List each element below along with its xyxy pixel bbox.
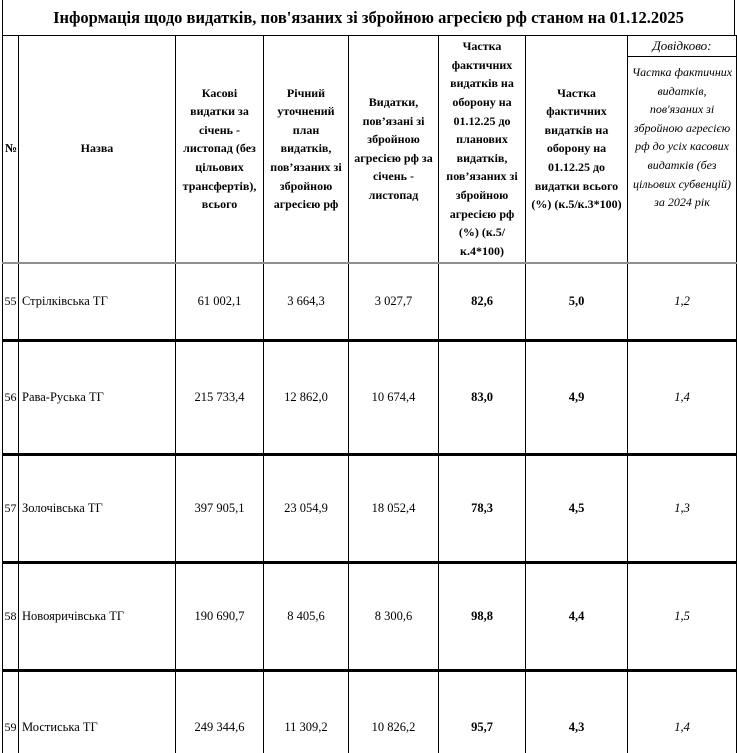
- table-row: [3, 455, 737, 563]
- cell-actual: 10 674,4: [349, 341, 439, 455]
- cell-cash: 397 905,1: [176, 455, 264, 563]
- table-header: [3, 36, 737, 263]
- cell-plan: 8 405,6: [264, 563, 349, 671]
- cell-actual: 8 300,6: [349, 563, 439, 671]
- table-row: [3, 671, 737, 753]
- col-header-reference: [628, 36, 737, 263]
- cell-plan: 11 309,2: [264, 671, 349, 753]
- cell-name: Рава-Руська ТГ: [19, 341, 176, 455]
- cell-reference: 1,4: [628, 341, 737, 455]
- cell-name: Стрілківська ТГ: [19, 263, 176, 341]
- cell-name: Мостиська ТГ: [19, 671, 176, 753]
- cell-share-total: 4,4: [526, 563, 628, 671]
- col-header-share-of-total: Частка фактичних видатків на оборону на 01.12.25 до видатки всього (%) (к.5/к.3*100): [526, 36, 628, 263]
- col-header-name: Назва: [19, 36, 176, 263]
- cell-actual: 18 052,4: [349, 455, 439, 563]
- table-row: [3, 563, 737, 671]
- cell-reference: 1,3: [628, 455, 737, 563]
- cell-number: 59: [3, 671, 19, 753]
- reference-note-label: Довідково:: [628, 36, 736, 57]
- col-header-aggression-expenditures: Видатки, пов’язані зі збройною агресією рф за січень - листопад: [349, 36, 439, 263]
- cell-number: 57: [3, 455, 19, 563]
- reference-description: Частка фактичних видатків, пов'язаних зі збройною агресією рф до усіх касових видатків (без цільових субвенцій) за 2024 рік: [631, 65, 733, 210]
- expenditure-table: [2, 35, 737, 753]
- cell-plan: 23 054,9: [264, 455, 349, 563]
- cell-cash: 190 690,7: [176, 563, 264, 671]
- header-row: [3, 36, 737, 263]
- cell-number: 55: [3, 263, 19, 341]
- col-header-number: №: [3, 36, 19, 263]
- cell-plan: 12 862,0: [264, 341, 349, 455]
- col-header-cash-expenditures: Касові видатки за січень - листопад (без цільових трансфертів), всього: [176, 36, 264, 263]
- cell-cash: 249 344,6: [176, 671, 264, 753]
- cell-reference: 1,2: [628, 263, 737, 341]
- cell-actual: 10 826,2: [349, 671, 439, 753]
- cell-share-total: 4,9: [526, 341, 628, 455]
- cell-name: Золочівська ТГ: [19, 455, 176, 563]
- cell-share-total: 4,5: [526, 455, 628, 563]
- cell-number: 58: [3, 563, 19, 671]
- cell-plan: 3 664,3: [264, 263, 349, 341]
- cell-number: 56: [3, 341, 19, 455]
- table-body: [3, 263, 737, 753]
- cell-share-total: 4,3: [526, 671, 628, 753]
- cell-cash: 61 002,1: [176, 263, 264, 341]
- col-header-annual-plan: Річний уточнений план видатків, пов’язаних зі збройною агресією рф: [264, 36, 349, 263]
- cell-share-plan: 82,6: [439, 263, 526, 341]
- table-row: [3, 341, 737, 455]
- cell-share-plan: 83,0: [439, 341, 526, 455]
- cell-name: Новояричівська ТГ: [19, 563, 176, 671]
- cell-share-plan: 98,8: [439, 563, 526, 671]
- cell-share-plan: 95,7: [439, 671, 526, 753]
- table-row: [3, 263, 737, 341]
- col-header-share-of-plan: Частка фактичних видатків на оборону на 01.12.25 до планових видатків, пов’язаних зі збройною агресією рф (%) (к.5/к.4*100): [439, 36, 526, 263]
- cell-cash: 215 733,4: [176, 341, 264, 455]
- cell-actual: 3 027,7: [349, 263, 439, 341]
- cell-share-plan: 78,3: [439, 455, 526, 563]
- cell-share-total: 5,0: [526, 263, 628, 341]
- cell-reference: 1,5: [628, 563, 737, 671]
- page-title: Інформація щодо видатків, пов'язаних зі збройною агресією рф станом на 01.12.2025: [2, 0, 735, 35]
- cell-reference: 1,4: [628, 671, 737, 753]
